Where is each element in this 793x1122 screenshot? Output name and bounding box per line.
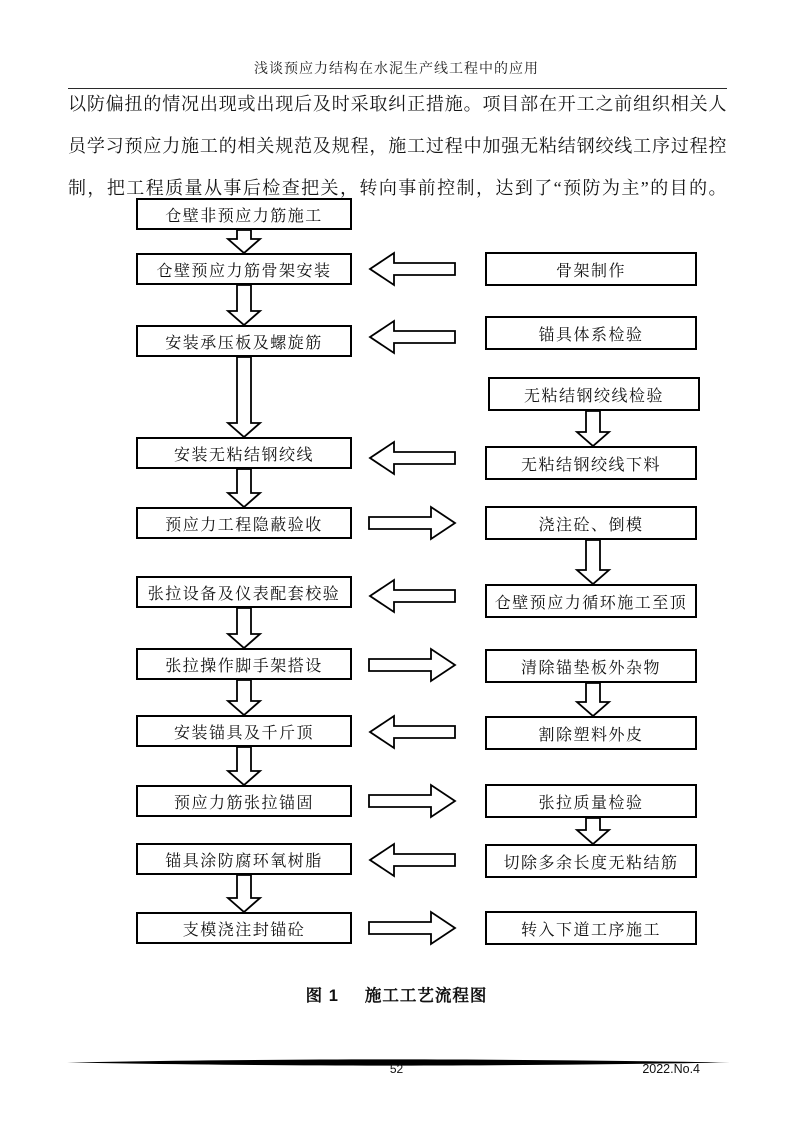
down-arrow-icon (576, 410, 610, 447)
down-arrow-icon (227, 874, 261, 913)
down-arrow-icon (227, 746, 261, 786)
page-title: 浅谈预应力结构在水泥生产线工程中的应用 (254, 62, 539, 77)
footer-rule (67, 1053, 730, 1060)
flow-step-box: 无粘结钢绞线检验 (488, 377, 700, 411)
figure-caption-label: 图 1 (305, 987, 339, 1005)
flow-step-box: 张拉操作脚手架搭设 (136, 648, 352, 680)
down-arrow-icon (576, 539, 610, 585)
left-arrow-icon (368, 440, 456, 476)
down-arrow-icon (227, 607, 261, 649)
flow-step-box: 预应力筋张拉锚固 (136, 785, 352, 817)
left-arrow-icon (368, 714, 456, 750)
down-arrow-icon (227, 679, 261, 716)
left-arrow-icon (368, 578, 456, 614)
flow-step-box: 转入下道工序施工 (485, 911, 697, 945)
down-arrow-icon (227, 229, 261, 254)
page-number: 52 (389, 1062, 404, 1076)
paragraph-line: 员学习预应力施工的相关规范及规程，施工过程中加强无粘结钢绞线工序过程控 (68, 136, 727, 156)
flow-step-box: 张拉设备及仪表配套校验 (136, 576, 352, 608)
right-arrow-icon (368, 505, 456, 541)
flow-step-box: 仓壁预应力循环施工至顶 (485, 584, 697, 618)
right-arrow-icon (368, 783, 456, 819)
flow-step-box: 锚具体系检验 (485, 316, 697, 350)
flow-step-box: 安装无粘结钢绞线 (136, 437, 352, 469)
right-arrow-icon (368, 647, 456, 683)
flow-step-box: 预应力工程隐蔽验收 (136, 507, 352, 539)
down-arrow-icon (576, 817, 610, 845)
flow-step-box: 安装锚具及千斤顶 (136, 715, 352, 747)
left-arrow-icon (368, 842, 456, 878)
issue-number: 2022.No.4 (642, 1062, 700, 1076)
flow-step-box: 骨架制作 (485, 252, 697, 286)
body-paragraph (68, 83, 727, 209)
down-arrow-icon (227, 468, 261, 508)
flow-step-box: 浇注砼、倒模 (485, 506, 697, 540)
down-arrow-icon (576, 682, 610, 717)
flow-step-box: 切除多余长度无粘结筋 (485, 844, 697, 878)
down-arrow-icon (227, 284, 261, 326)
flow-step-box: 清除锚垫板外杂物 (485, 649, 697, 683)
flow-step-box: 割除塑料外皮 (485, 716, 697, 750)
flow-step-box: 仓壁预应力筋骨架安装 (136, 253, 352, 285)
flow-step-box: 安装承压板及螺旋筋 (136, 325, 352, 357)
paragraph-line: 以防偏扭的情况出现或出现后及时采取纠正措施。项目部在开工之前组织相关人 (68, 94, 727, 114)
figure-caption-text: 施工工艺流程图 (364, 987, 488, 1005)
right-arrow-icon (368, 910, 456, 946)
flow-step-box: 张拉质量检验 (485, 784, 697, 818)
flow-step-box: 无粘结钢绞线下料 (485, 446, 697, 480)
left-arrow-icon (368, 251, 456, 287)
flow-step-box: 支模浇注封锚砼 (136, 912, 352, 944)
down-arrow-icon (227, 356, 261, 438)
figure-caption (0, 982, 793, 1006)
flow-step-box: 仓壁非预应力筋施工 (136, 198, 352, 230)
left-arrow-icon (368, 319, 456, 355)
paragraph-line: 制，把工程质量从事后检查把关，转向事前控制，达到了“预防为主”的目的。 (68, 178, 727, 198)
flow-step-box: 锚具涂防腐环氧树脂 (136, 843, 352, 875)
